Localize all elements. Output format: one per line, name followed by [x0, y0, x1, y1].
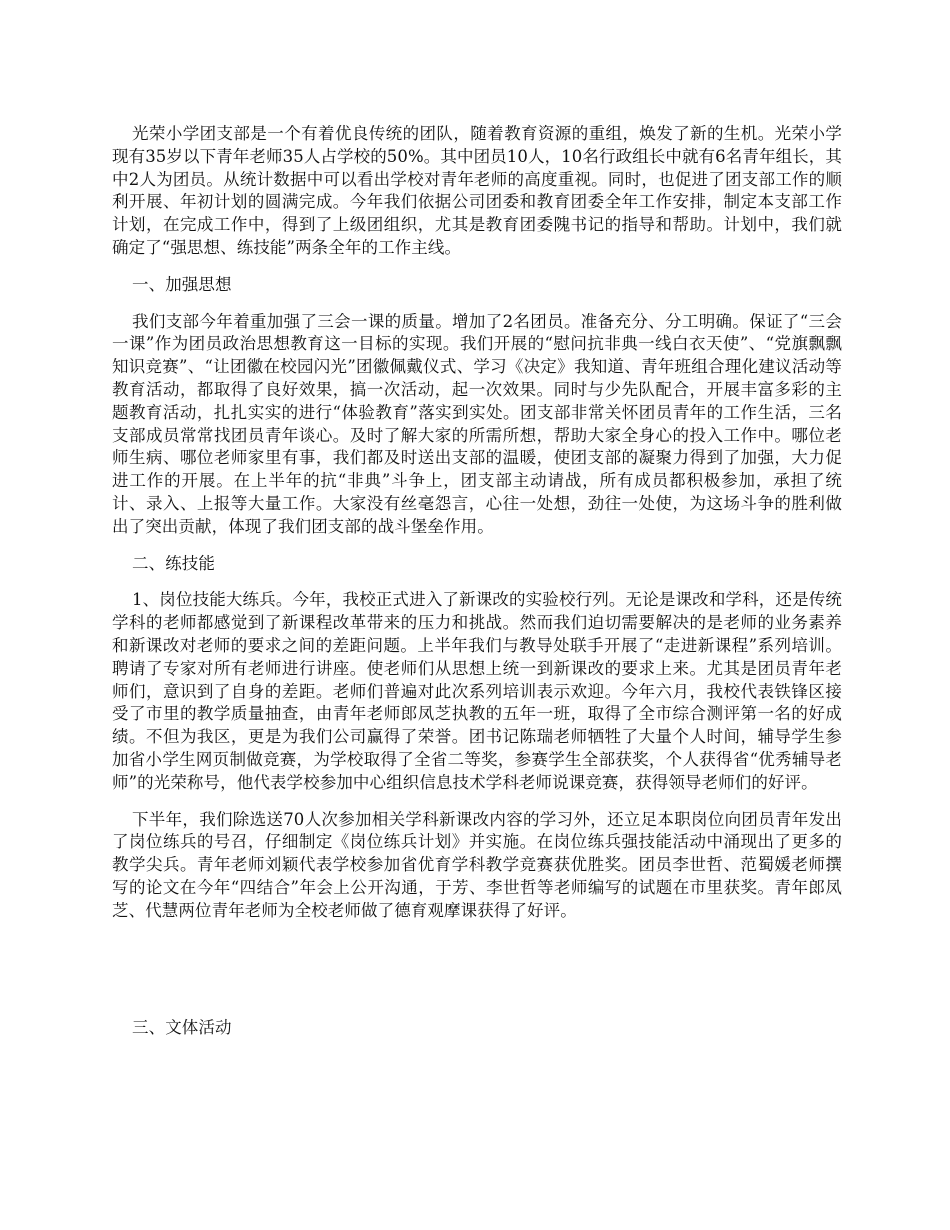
intro-paragraph: 光荣小学团支部是一个有着优良传统的团队，随着教育资源的重组，焕发了新的生机。光荣小学现有35岁以下青年老师35人占学校的50%。其中团员10人，10名行政组长中就有6名青年组长，其中2人为团员。从统计数据中可以看出学校对青年老师的高度重视。同时，也促进了团支部工作的顺利开展、年初计划的圆满完成。今年我们依据公司团委和教育团委全年工作安排，制定本支部工作计划，在完成工作中，得到了上级团组织，尤其是教育团委隗书记的指导和帮助。计划中，我们就确定了“强思想、练技能”两条全年的工作主线。 [112, 124, 842, 257]
document-body [112, 123, 842, 1053]
section-paragraph-skills-training: 1、岗位技能大练兵。今年，我校正式进入了新课改的实验校行列。无论是课改和学科，还是传统学科的老师都感觉到了新课程改革带来的压力和挑战。然而我们迫切需要解决的是老师的业务素养和新课改对老师的要求之间的差距问题。上半年我们与教导处联手开展了“走进新课程”系列培训。聘请了专家对所有老师进行讲座。使老师们从思想上统一到新课改的要求上来。尤其是团员青年老师们，意识到了自身的差距。老师们普遍对此次系列培训表示欢迎。今年六月，我校代表铁锋区接受了市里的教学质量抽查，由青年老师郎凤芝执教的五年一班，取得了全市综合测评第一名的好成绩。不但为我区，更是为我们公司赢得了荣誉。团书记陈瑞老师牺牲了大量个人时间，辅导学生参加省小学生网页制做竞赛，为学校取得了全省二等奖，参赛学生全部获奖，个人获得省“优秀辅导老师”的光荣称号，他代表学校参加中心组织信息技术学科老师说课竞赛，获得领导老师们的好评。 [112, 590, 842, 792]
section-heading-cultural-sports: 三、文体活动 [132, 1017, 232, 1037]
section-heading-strengthen-thought: 一、加强思想 [132, 274, 232, 294]
blank-spacer [112, 937, 842, 1017]
section-paragraph-strengthen-thought: 我们支部今年着重加强了三会一课的质量。增加了2名团员。准备充分、分工明确。保证了“三会一课”作为团员政治思想教育这一目标的实现。我们开展的“慰问抗非典一线白衣天使”、“党旗飘飘知识竞赛”、“让团徽在校园闪光”团徽佩戴仪式、学习《决定》我知道、青年班组合理化建议活动等教育活动，都取得了良好效果，搞一次活动，起一次效果。同时与少先队配合，开展丰富多彩的主题教育活动，扎扎实实的进行“体验教育”落实到实处。团支部非常关怀团员青年的工作生活，三名支部成员常常找团员青年谈心。及时了解大家的所需所想，帮助大家全身心的投入工作中。哪位老师生病、哪位老师家里有事，我们都及时送出支部的温暖，使团支部的凝聚力得到了加强，大力促进工作的开展。在上半年的抗“非典”斗争上，团支部主动请战，所有成员都积极参加，承担了统计、录入、上报等大量工作。大家没有丝毫怨言，心往一处想，劲往一处使，为这场斗争的胜利做出了突出贡献，体现了我们团支部的战斗堡垒作用。 [112, 311, 842, 536]
section-heading-practice-skills: 二、练技能 [132, 553, 215, 573]
section-paragraph-second-half-year: 下半年，我们除选送70人次参加相关学科新课改内容的学习外，还立足本职岗位向团员青年发出了岗位练兵的号召，仔细制定《岗位练兵计划》并实施。在岗位练兵强技能活动中涌现出了更多的教学尖兵。青年老师刘颖代表学校参加省优育学科教学竞赛获优胜奖。团员李世哲、范蜀媛老师撰写的论文在今年“四结合”年会上公开沟通，于芳、李世哲等老师编写的试题在市里获奖。青年郎凤芝、代慧两位青年老师为全校老师做了德育观摩课获得了好评。 [112, 809, 842, 920]
